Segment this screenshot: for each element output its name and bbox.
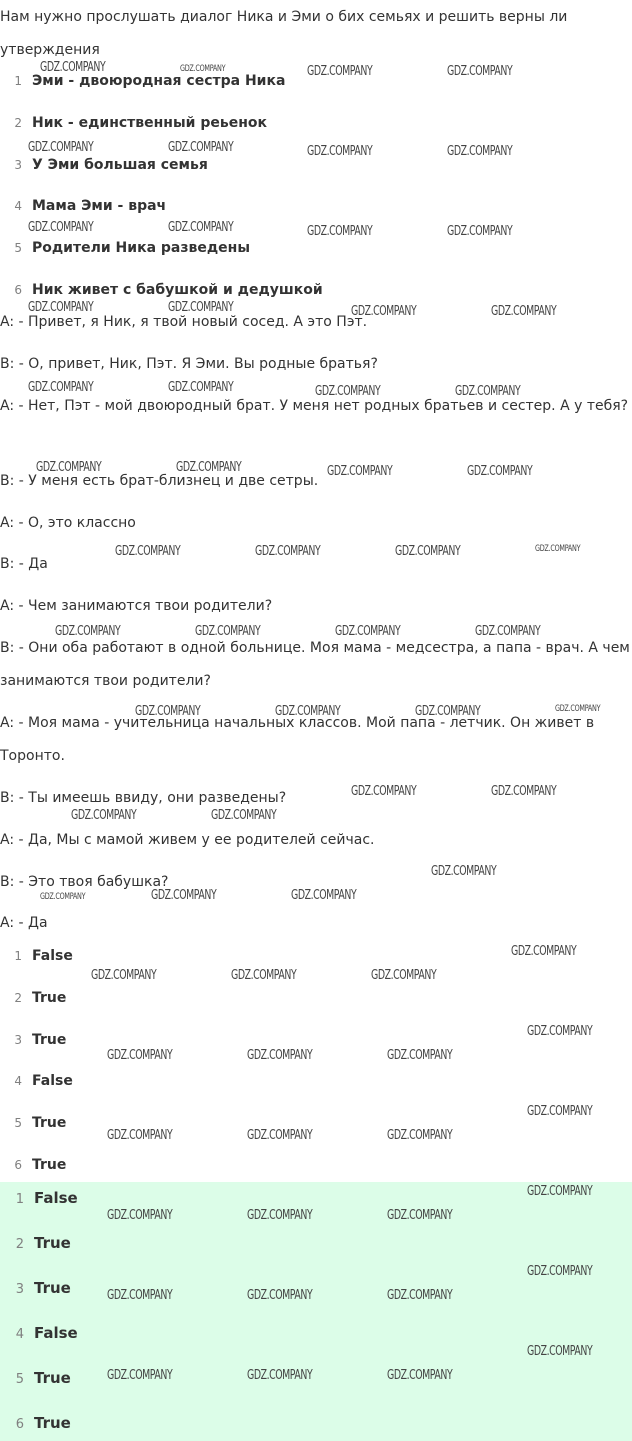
watermark: GDZ.COMPANY bbox=[231, 968, 297, 983]
statement-number: 4 bbox=[14, 199, 22, 213]
watermark: GDZ.COMPANY bbox=[28, 220, 94, 235]
watermark: GDZ.COMPANY bbox=[351, 304, 417, 319]
watermark: GDZ.COMPANY bbox=[115, 544, 181, 559]
watermark: GDZ.COMPANY bbox=[91, 968, 157, 983]
dialogue-line: A: - О, это классно bbox=[0, 515, 136, 531]
watermark: GDZ.COMPANY bbox=[176, 460, 242, 475]
dialogue-line: B: - Они оба работают в одной больнице. Моя мама - медсестра, а папа - врач. А чем занимаются твои родители? bbox=[0, 640, 630, 689]
watermark: GDZ.COMPANY bbox=[455, 384, 521, 399]
answer-number: 5 bbox=[15, 1372, 24, 1387]
watermark: GDZ.COMPANY bbox=[107, 1048, 173, 1063]
watermark: GDZ.COMPANY bbox=[168, 300, 234, 315]
statement-number: 6 bbox=[14, 283, 22, 297]
watermark: GDZ.COMPANY bbox=[28, 380, 94, 395]
watermark: GDZ.COMPANY bbox=[335, 624, 401, 639]
statement-number: 2 bbox=[14, 116, 22, 130]
statement-text: Ник - единственный реьенок bbox=[32, 115, 267, 131]
watermark: GDZ.COMPANY bbox=[135, 704, 201, 719]
watermark: GDZ.COMPANY bbox=[327, 464, 393, 479]
dialogue-line: A: - Нет, Пэт - мой двоюродный брат. У меня нет родных братьев и сестер. А у тебя? bbox=[0, 398, 629, 414]
answer-number: 4 bbox=[15, 1327, 24, 1342]
answer-3 bbox=[0, 1024, 66, 1057]
watermark: GDZ.COMPANY bbox=[527, 1344, 593, 1359]
answer-number: 3 bbox=[15, 1282, 24, 1297]
highlighted-answer-6 bbox=[2, 1407, 71, 1440]
watermark: GDZ.COMPANY bbox=[211, 808, 277, 823]
watermark: GDZ.COMPANY bbox=[28, 300, 94, 315]
watermark: GDZ.COMPANY bbox=[168, 380, 234, 395]
watermark: GDZ.COMPANY bbox=[275, 704, 341, 719]
statement-text: Ник живет с бабушкой и дедушкой bbox=[32, 282, 323, 298]
watermark: GDZ.COMPANY bbox=[315, 384, 381, 399]
watermark: GDZ.COMPANY bbox=[307, 224, 373, 239]
answer-value: False bbox=[32, 948, 73, 964]
watermark: GDZ.COMPANY bbox=[387, 1208, 453, 1223]
answer-number: 2 bbox=[15, 1237, 24, 1252]
answer-number: 1 bbox=[14, 949, 22, 963]
watermark: GDZ.COMPANY bbox=[107, 1128, 173, 1143]
statement-text: Мама Эми - врач bbox=[32, 198, 167, 214]
watermark: GDZ.COMPANY bbox=[36, 460, 102, 475]
answer-number: 6 bbox=[14, 1158, 22, 1172]
highlighted-answer-4 bbox=[2, 1317, 78, 1350]
watermark: GDZ.COMPANY bbox=[351, 784, 417, 799]
dialogue-line: B: - Ты имеешь ввиду, они разведены? bbox=[0, 790, 287, 806]
statement-number: 3 bbox=[14, 158, 22, 172]
watermark: GDZ.COMPANY bbox=[555, 704, 601, 714]
dialogue-line: B: - Да bbox=[0, 556, 48, 572]
answer-1 bbox=[0, 940, 73, 973]
watermark: GDZ.COMPANY bbox=[415, 704, 481, 719]
answer-value: True bbox=[32, 1157, 67, 1173]
answer-number: 5 bbox=[14, 1116, 22, 1130]
watermark: GDZ.COMPANY bbox=[71, 808, 137, 823]
statement-number: 1 bbox=[14, 74, 22, 88]
dialogue-line: A: - Чем занимаются твои родители? bbox=[0, 598, 273, 614]
watermark: GDZ.COMPANY bbox=[247, 1288, 313, 1303]
watermark: GDZ.COMPANY bbox=[447, 64, 513, 79]
watermark: GDZ.COMPANY bbox=[107, 1208, 173, 1223]
answer-value: True bbox=[32, 990, 67, 1006]
watermark: GDZ.COMPANY bbox=[527, 1184, 593, 1199]
watermark: GDZ.COMPANY bbox=[491, 304, 557, 319]
watermark: GDZ.COMPANY bbox=[247, 1128, 313, 1143]
watermark: GDZ.COMPANY bbox=[387, 1048, 453, 1063]
statement-text: У Эми большая семья bbox=[32, 157, 208, 173]
statement-3 bbox=[0, 149, 208, 182]
watermark: GDZ.COMPANY bbox=[387, 1288, 453, 1303]
statement-1 bbox=[0, 65, 285, 98]
highlighted-answer-2 bbox=[2, 1227, 71, 1260]
statement-2 bbox=[0, 107, 267, 140]
watermark: GDZ.COMPANY bbox=[511, 944, 577, 959]
answer-value: True bbox=[34, 1369, 71, 1387]
dialogue-line: B: - О, привет, Ник, Пэт. Я Эми. Вы родные братья? bbox=[0, 356, 378, 372]
answer-value: False bbox=[34, 1189, 78, 1207]
answer-value: True bbox=[32, 1115, 67, 1131]
dialogue-line: A: - Да, Мы с мамой живем у ее родителей сейчас. bbox=[0, 832, 375, 848]
answer-5 bbox=[0, 1107, 66, 1140]
highlighted-answer-5 bbox=[2, 1362, 71, 1395]
answer-number: 2 bbox=[14, 991, 22, 1005]
highlighted-answer-1 bbox=[2, 1182, 78, 1215]
answer-value: True bbox=[34, 1279, 71, 1297]
watermark: GDZ.COMPANY bbox=[40, 892, 86, 902]
watermark: GDZ.COMPANY bbox=[247, 1048, 313, 1063]
answer-2 bbox=[0, 982, 66, 1015]
dialogue-line: B: - Это твоя бабушка? bbox=[0, 874, 169, 890]
watermark: GDZ.COMPANY bbox=[527, 1104, 593, 1119]
watermark: GDZ.COMPANY bbox=[447, 224, 513, 239]
answer-number: 4 bbox=[14, 1074, 22, 1088]
watermark: GDZ.COMPANY bbox=[28, 140, 94, 155]
dialogue-line: A: - Привет, я Ник, я твой новый сосед. А это Пэт. bbox=[0, 314, 368, 330]
watermark: GDZ.COMPANY bbox=[467, 464, 533, 479]
watermark: GDZ.COMPANY bbox=[387, 1128, 453, 1143]
answer-number: 3 bbox=[14, 1033, 22, 1047]
watermark: GDZ.COMPANY bbox=[168, 220, 234, 235]
dialogue-line: A: - Да bbox=[0, 915, 48, 931]
watermark: GDZ.COMPANY bbox=[395, 544, 461, 559]
watermark: GDZ.COMPANY bbox=[527, 1264, 593, 1279]
watermark: GDZ.COMPANY bbox=[371, 968, 437, 983]
task-intro: Нам нужно прослушать диалог Ника и Эми о бих семьях и решить верны ли утверждения bbox=[0, 9, 568, 58]
watermark: GDZ.COMPANY bbox=[307, 64, 373, 79]
watermark: GDZ.COMPANY bbox=[255, 544, 321, 559]
answer-number: 6 bbox=[15, 1417, 24, 1432]
watermark: GDZ.COMPANY bbox=[107, 1288, 173, 1303]
answer-value: False bbox=[34, 1324, 78, 1342]
statement-number: 5 bbox=[14, 241, 22, 255]
watermark: GDZ.COMPANY bbox=[168, 140, 234, 155]
watermark: GDZ.COMPANY bbox=[151, 888, 217, 903]
watermark: GDZ.COMPANY bbox=[195, 624, 261, 639]
watermark: GDZ.COMPANY bbox=[527, 1024, 593, 1039]
watermark: GDZ.COMPANY bbox=[291, 888, 357, 903]
statement-text: Родители Ника разведены bbox=[32, 240, 250, 256]
answer-value: True bbox=[32, 1032, 67, 1048]
watermark: GDZ.COMPANY bbox=[475, 624, 541, 639]
watermark: GDZ.COMPANY bbox=[180, 64, 226, 74]
watermark: GDZ.COMPANY bbox=[535, 544, 581, 554]
statement-6 bbox=[0, 274, 323, 307]
watermark: GDZ.COMPANY bbox=[55, 624, 121, 639]
dialogue-line: A: - Моя мама - учительница начальных классов. Мой папа - летчик. Он живет в Торонто. bbox=[0, 715, 595, 764]
watermark: GDZ.COMPANY bbox=[307, 144, 373, 159]
answer-4 bbox=[0, 1065, 73, 1098]
answer-value: True bbox=[34, 1234, 71, 1252]
watermark: GDZ.COMPANY bbox=[491, 784, 557, 799]
watermark: GDZ.COMPANY bbox=[247, 1368, 313, 1383]
watermark: GDZ.COMPANY bbox=[40, 60, 106, 75]
answer-6 bbox=[0, 1149, 66, 1182]
watermark: GDZ.COMPANY bbox=[431, 864, 497, 879]
answer-highlight-block bbox=[0, 1182, 632, 1441]
watermark: GDZ.COMPANY bbox=[247, 1208, 313, 1223]
dialogue-line: B: - У меня есть брат-близнец и две сетры. bbox=[0, 473, 319, 489]
highlighted-answer-3 bbox=[2, 1272, 71, 1305]
statement-4 bbox=[0, 190, 166, 223]
watermark: GDZ.COMPANY bbox=[447, 144, 513, 159]
watermark: GDZ.COMPANY bbox=[107, 1368, 173, 1383]
statement-text: Эми - двоюродная сестра Ника bbox=[32, 73, 286, 89]
watermark: GDZ.COMPANY bbox=[387, 1368, 453, 1383]
answer-value: False bbox=[32, 1073, 73, 1089]
answer-number: 1 bbox=[15, 1192, 24, 1207]
answer-value: True bbox=[34, 1414, 71, 1432]
statement-5 bbox=[0, 232, 250, 265]
